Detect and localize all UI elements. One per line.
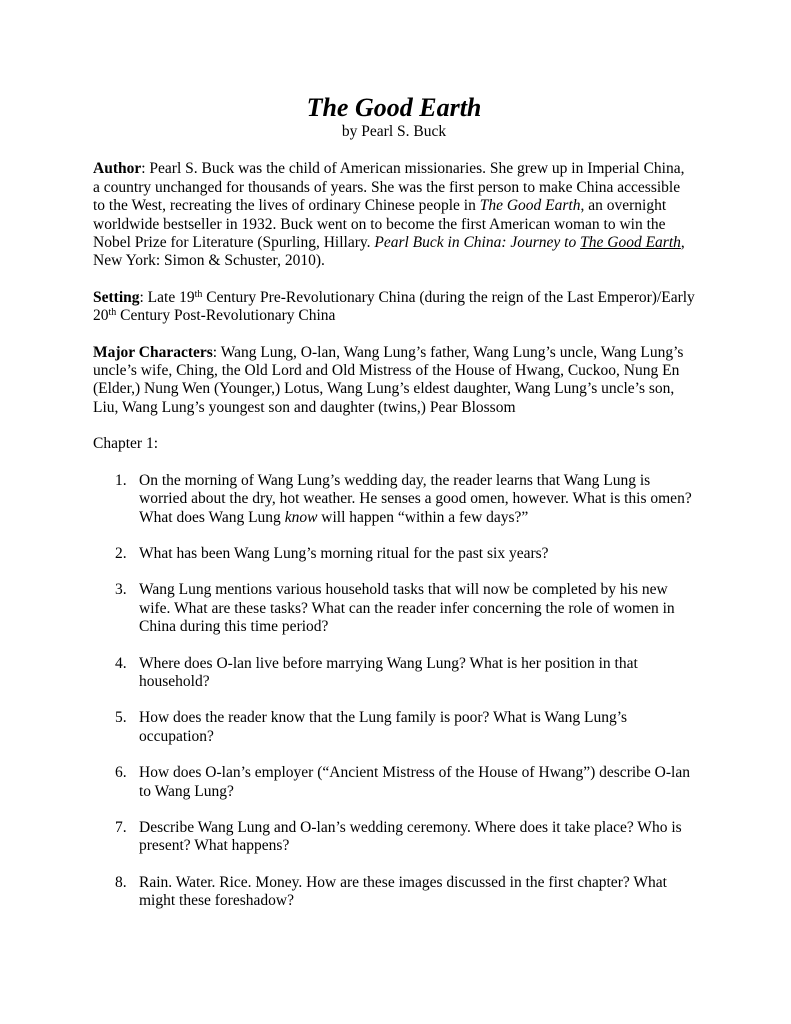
author-label: Author — [93, 160, 142, 178]
question-number: 7. — [115, 818, 127, 836]
document-title: The Good Earth — [306, 93, 482, 122]
question-item — [93, 764, 695, 801]
setting-sup-1: th — [194, 288, 203, 300]
question-item — [93, 655, 695, 692]
question-text: On the morning of Wang Lung’s wedding day, the reader learns that Wang Lung is worried about the dry, hot weather. He senses a good omen, however. What is this omen? What does Wang Lung — [139, 471, 692, 526]
chapter-heading: Chapter 1: — [93, 435, 158, 453]
question-item — [93, 709, 695, 746]
question-text-end: will happen “within a few days?” — [317, 508, 529, 526]
question-item — [93, 581, 695, 636]
setting-text-1: : Late 19 — [139, 288, 195, 306]
question-text: What has been Wang Lung’s morning ritual for the past six years? — [139, 544, 549, 562]
question-item — [93, 874, 695, 911]
question-number: 5. — [115, 709, 127, 727]
setting-label: Setting — [93, 288, 140, 306]
characters-paragraph — [93, 344, 695, 418]
question-number: 6. — [115, 764, 127, 782]
question-text: Describe Wang Lung and O-lan’s wedding ceremony. Where does it take place? Who is present? What happens? — [139, 818, 682, 855]
question-text: How does the reader know that the Lung family is poor? What is Wang Lung’s occupation? — [139, 709, 628, 745]
author-book-title: The Good Earth — [479, 197, 581, 215]
author-paragraph — [93, 160, 695, 270]
question-text: How does O-lan’s employer (“Ancient Mistress of the House of Hwang”) describe O-lan to Wang Lung? — [139, 764, 690, 800]
byline: by Pearl S. Buck — [341, 123, 447, 140]
citation-book: The Good Earth — [580, 234, 681, 252]
question-text: Wang Lung mentions various household tasks that will now be completed by his new wife. What are these tasks? What can the reader infer concerning the role of women in China during this time period? — [139, 581, 675, 636]
question-text: Where does O-lan live before marrying Wang Lung? What is her position in that household? — [139, 654, 638, 690]
setting-paragraph — [93, 289, 695, 326]
question-item — [93, 819, 695, 856]
question-emphasis: know — [284, 508, 318, 526]
question-text: Rain. Water. Rice. Money. How are these images discussed in the first chapter? What might these foreshadow? — [139, 873, 667, 910]
question-number: 2. — [115, 544, 127, 562]
question-number: 3. — [115, 581, 127, 599]
characters-label: Major Characters — [93, 343, 213, 361]
characters-text: : Wang Lung, O-lan, Wang Lung’s father, Wang Lung’s uncle, Wang Lung’s uncle’s wife, Ching, the Old Lord and Old Mistress of the House of Hwang, Cuckoo, Nung En (Elder,) Nung Wen (Younger,) Lotus, Wang Lung’s eldest daughter, Wang Lung’s uncle’s son, Liu, Wang Lung’s youngest son and daughter (twins,) Pear Blossom — [93, 343, 684, 416]
setting-sup-2: th — [108, 307, 117, 319]
citation-title: Pearl Buck in China: Journey to The Good Earth — [374, 234, 681, 252]
question-number: 4. — [115, 654, 127, 672]
question-list — [93, 472, 695, 911]
question-number: 1. — [115, 471, 127, 489]
question-item — [93, 545, 695, 563]
question-number: 8. — [115, 873, 127, 891]
question-item — [93, 472, 695, 527]
author-text-1: : Pearl S. Buck was the child of American missionaries. She grew up in Imperial China, a country unchanged for thousands of years. She was the first person to make China accessible to the West, recreating the lives of ordinary Chinese people in — [93, 160, 685, 215]
setting-text-3: Century Post-Revolutionary China — [116, 307, 336, 325]
author-text-3: , New York: Simon & Schuster, 2010). — [93, 234, 685, 270]
author-text-2: , an overnight worldwide bestseller in 1932. Buck went on to become the first American woman to win the Nobel Prize for Literature (Spurling, Hillary. — [93, 197, 667, 252]
setting-text-2: Century Pre-Revolutionary China (during the reign of the Last Emperor)/Early 20 — [93, 288, 695, 325]
